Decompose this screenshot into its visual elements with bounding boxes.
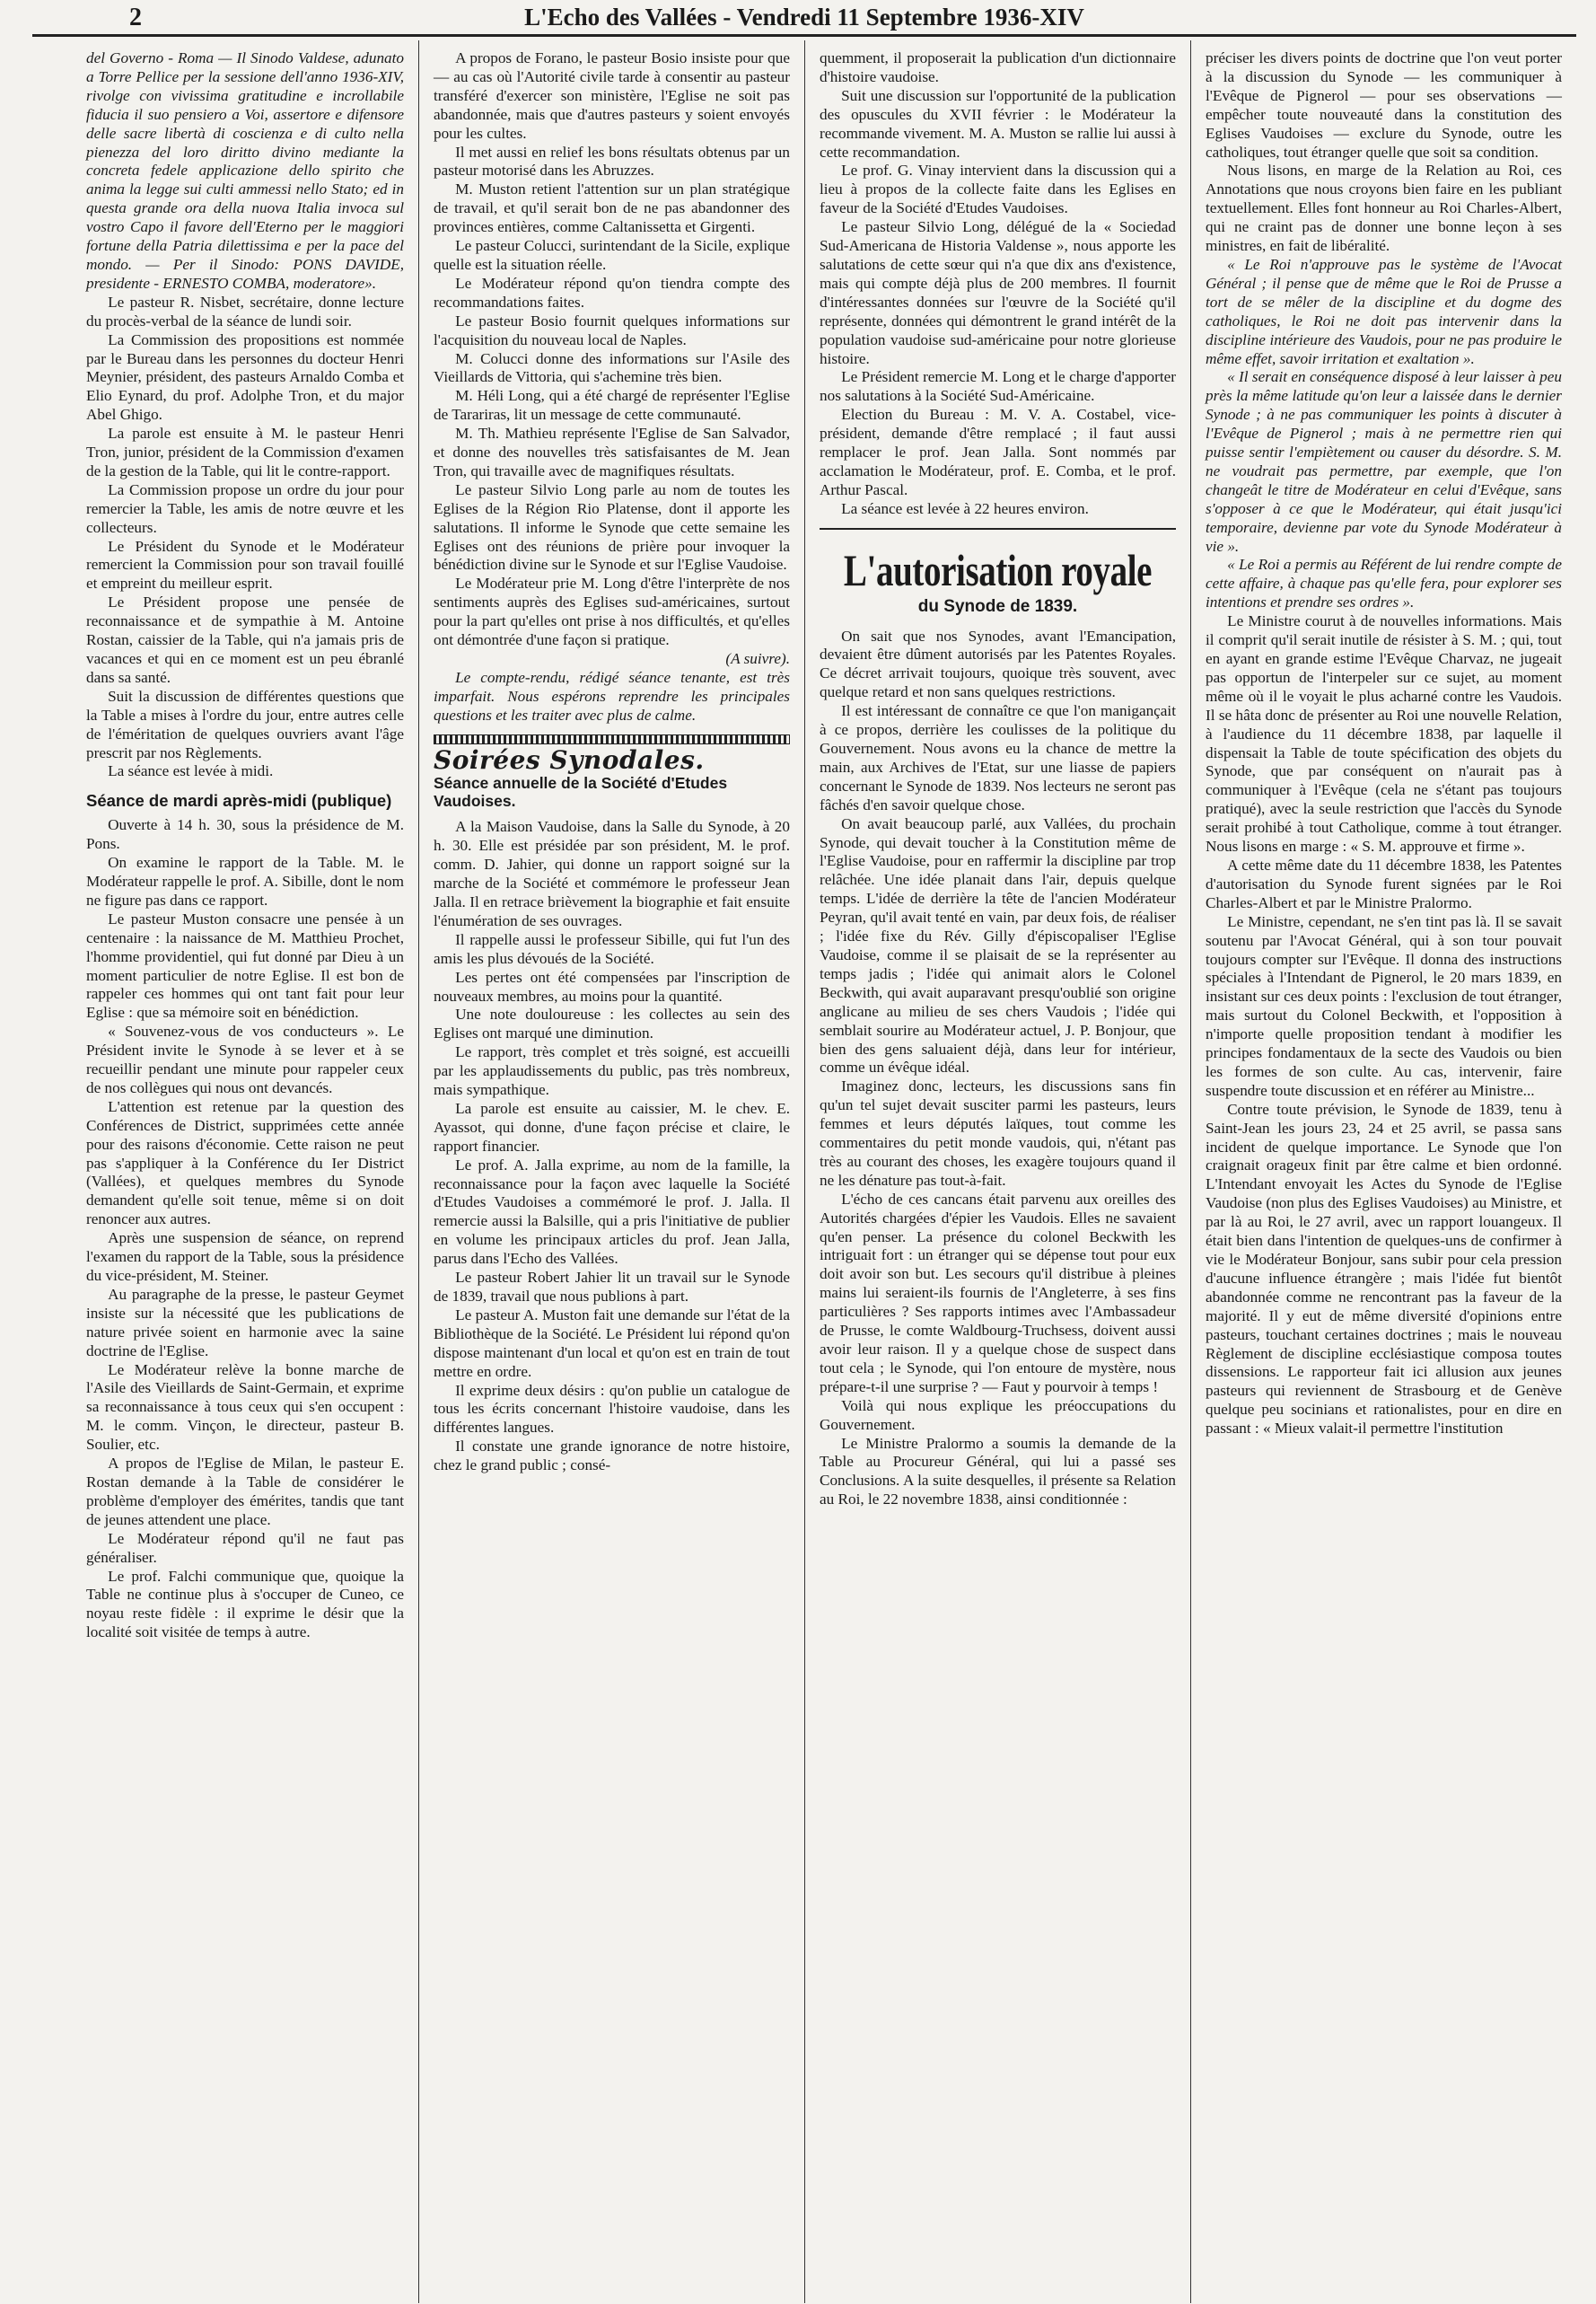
paragraph: préciser les divers points de doctrine que l'on veut porter à la discussion du Synode — les communiquer à l'Evêque de Pignerol — pour ses observations — empêcher toute nouveauté dans la constitution des Eglises Vaudoises — exclure du Synode, outre les catholiques, tout étranger quelle que soit sa condition.: [1206, 49, 1562, 161]
paragraph: Il met aussi en relief les bons résultats obtenus par un pasteur motorisé dans les Abruzzes.: [434, 143, 790, 180]
paragraph: Le rapport, très complet et très soigné, est accueilli par les applaudissements du public, pas très nombreux, mais sympathique.: [434, 1043, 790, 1099]
paragraph: Le Ministre Pralormo a soumis la demande de la Table au Procureur Général, qui lui a passé ses Conclusions. A la suite desquelles, il présente sa Relation au Roi, le 22 novembre 1838, ainsi conditionnée :: [820, 1434, 1176, 1508]
paragraph: Suit une discussion sur l'opportunité de la publication des opuscules du XVII février : le Modérateur la recommande vivement. M. A. Muston se rallie lui aussi à cette recommandation.: [820, 86, 1176, 161]
paragraph: On sait que nos Synodes, avant l'Emancipation, devaient être dûment autorisés par les Patentes Royales. Ce décret arrivait toujours, quoique très souvent, avec quelque retard et non sans quelques restrictions.: [820, 627, 1176, 701]
paragraph: M. Héli Long, qui a été chargé de représenter l'Eglise de Tarariras, lit un message de cette communauté.: [434, 387, 790, 424]
quotation: « Il serait en conséquence disposé à leur laisser à peu près la même latitude qu'on leur a laissée dans le dernier Synode ; à ne pas communiquer les points à discuter à l'Evêque de Pignerol ; mais à ne permettre rien qui puisse sentir l'empiètement ou causer du désordre. S. M. ne voudrait pas permettre, par exemple, que l'on changeât le titre de Modérateur en celui d'Evêque, sans s'opposer à ce que le Modérateur, qui était jusqu'ici temporaire, devienne par vote du Synode Modérateur à vie ».: [1206, 368, 1562, 555]
paragraph: Election du Bureau : M. V. A. Costabel, vice-président, demande d'être remplacé ; il faut aussi remplacer le prof. Jean Jalla. Sont nommés par acclamation le Modérateur, prof. E. Comba, et le prof. Arthur Pascal.: [820, 406, 1176, 498]
article-title: L'autorisation royale: [843, 544, 1153, 595]
section-subtitle: Séance annuelle de la Société d'Etudes Vaudoises.: [434, 773, 728, 811]
paragraph: Nous lisons, en marge de la Relation au Roi, ces Annotations que nous croyons bien faire en les publiant textuellement. Elles font honneur au Roi Charles-Albert, qui ne craint pas de donner une bonne leçon à ses ministres, en fait de libéralité.: [1206, 162, 1562, 255]
paragraph: Après une suspension de séance, on reprend l'examen du rapport de la Table, sous la présidence du vice-président, M. Steiner.: [86, 1229, 404, 1284]
column-2: [418, 40, 804, 2303]
paragraph: Le Président remercie M. Long et le charge d'apporter nos salutations à la Société Sud-Américaine.: [820, 368, 1176, 405]
page-number: 2: [129, 4, 142, 31]
paragraph: La Commission propose un ordre du jour pour remercier la Table, les amis de notre œuvre et les collecteurs.: [86, 480, 404, 536]
paragraph: Le pasteur Colucci, surintendant de la Sicile, explique quelle est la situation réelle.: [434, 237, 790, 273]
paragraph: Le Président propose une pensée de reconnaissance et de sympathie à M. Antoine Rostan, caissier de la Table, qui n'a jamais pris de vacances et qui en ce moment est un peu ébranlé dans sa santé.: [86, 594, 404, 686]
paragraph: quemment, il proposerait la publication d'un dictionnaire d'histoire vaudoise.: [820, 49, 1176, 85]
paragraph: La Commission des propositions est nommée par le Bureau dans les personnes du docteur Henri Meynier, président, des pasteurs Arnaldo Comba et Elio Eynard, du prof. Adolphe Tron, et du major Abel Ghigo.: [86, 330, 404, 424]
paragraph: Il est intéressant de connaître ce que l'on manigançait à ce propos, derrière les coulisses de la politique du Gouvernement. Nous avons eu la chance de mettre la main, aux Archives de l'Etat, sur une liasse de papiers concernant le Synode de 1839. Nos lecteurs ne seront pas fâchés d'en savoir quelque chose.: [820, 702, 1176, 813]
paragraph: Le pasteur R. Nisbet, secrétaire, donne lecture du procès-verbal de la séance de lundi soir.: [86, 293, 404, 330]
paragraph: On examine le rapport de la Table. M. le Modérateur rappelle le prof. A. Sibille, dont le nom ne figure pas dans ce rapport.: [86, 854, 404, 909]
paragraph: Le Président du Synode et le Modérateur remercient la Commission pour son travail fouillé et empreint du meilleur esprit.: [86, 537, 404, 593]
article-columns: [32, 40, 1576, 2303]
paragraph: On avait beaucoup parlé, aux Vallées, du prochain Synode, qui devait toucher à la Constitution même de l'Eglise Vaudoise, pour en raffermir la discipline par trop relâchée. Une idée planait dans l'air, depuis quelque temps. L'idée de derrière la tête de l'ancien Modérateur Peyran, qu'il avait tenté en vain, par deux fois, de réaliser ; l'idée fixe du Rév. Gilly d'épiscopaliser l'Eglise Vaudoise, comme il se plaisait de se la représenter au temps jadis ; l'idée qui animait alors le Colonel Beckwith, qui avait auparavant presqu'oublié son origine anglicane au milieu de ses chers Vaudois ; l'idée qui semblait sourire au Modérateur actuel, J. P. Bonjour, que bien des gens saluaient déjà, dans leur for intérieur, comme un évêque idéal.: [820, 814, 1176, 1077]
paragraph: Le Ministre courut à de nouvelles informations. Mais il comprit qu'il serait inutile de résister à S. M. ; qui, tout en ayant en grande estime l'Evêque Charvaz, ne jugeait pas opportun de l'interpeler sur ce sujet, au moment même où il le voyait le plus acharné contre les Vaudois. Il se hâta donc de présenter au Roi une nouvelle Relation, à l'audience du 11 décembre 1838, par laquelle il dispensait la Table de toute spécification des objets du Synode, que par conséquent on n'aurait pas à communiquer à l'Evêque (cela ne s'étant pas toujours pratiqué), avec la seule restriction que l'accès du Synode serait prohibé à tout Catholique, comme à tout étranger. Nous lisons en marge : « S. M. approuve et firme ».: [1206, 612, 1562, 856]
paragraph: Le pasteur Bosio fournit quelques informations sur l'acquisition du nouveau local de Naples.: [434, 312, 790, 348]
section-title: Soirées Synodales.: [434, 744, 705, 775]
quotation: « Le Roi a permis au Référent de lui rendre compte de cette affaire, à chaque pas qu'elle fera, pour explorer ses intentions et prendre ses ordres ».: [1206, 556, 1562, 611]
paragraph: Le pasteur Silvio Long, délégué de la « Sociedad Sud-Americana de Historia Valdense », nous apporte les salutations de cette sœur qui n'a que dix ans d'existence, mais qui compte déjà plus de 200 membres. Il fournit d'intéressantes données sur l'œuvre de la Société qu'il représente, données qui démontrent le grand intérêt de la population vaudoise sud-américaine pour notre glorieuse histoire.: [820, 218, 1176, 367]
paragraph: Voilà qui nous explique les préoccupations du Gouvernement.: [820, 1396, 1176, 1433]
paragraph: Le Modérateur répond qu'on tiendra compte des recommandations faites.: [434, 274, 790, 311]
decorative-rule: [434, 734, 790, 744]
article-subtitle: du Synode de 1839.: [917, 596, 1078, 616]
paragraph: « Souvenez-vous de vos conducteurs ». Le Président invite le Synode à se lever et à se recueillir pendant une minute pour rappeler ceux de nos collègues qui nous ont devancés.: [86, 1023, 404, 1096]
paragraph: L'attention est retenue par la question des Conférences de District, supprimées cette année pour des raisons d'économie. Cette raison ne peut pas s'appliquer à la Conférence du Ier District (Vallées), et quelques membres du Synode demandent qu'elle soit tenue, même si on doit renoncer aux autres.: [86, 1097, 404, 1228]
paragraph: Il constate une grande ignorance de notre histoire, chez le grand public ; consé-: [434, 1438, 790, 1474]
paragraph: L'écho de ces cancans était parvenu aux oreilles des Autorités chargées d'épier les Vaudois. Elles ne savaient qu'en penser. La présence du colonel Beckwith les intriguait fort : un étranger qui se dépense tout pour eux doit avoir son but. Les secours qu'il distribue à pleines mains lui seraient-ils fournis de l'Angleterre, à ses fins particulières ? Ses rapports intimes avec l'Ambassadeur de Prusse, le comte Waldbourg-Truchsess, doivent aussi avoir leur raison. Il y a quelque chose de suspect dans tout cela ; le Synode, qui l'on entoure de mystère, nous prépare-t-il une surprise ? — Faut y pourvoir à temps !: [820, 1190, 1176, 1395]
paragraph: Les pertes ont été compensées par l'inscription de nouveaux membres, au moins pour la quantité.: [434, 968, 790, 1005]
paragraph: Le Modérateur prie M. Long d'être l'interprète de nos sentiments auprès des Eglises sud-américaines, surtout pour la part qu'elles ont prise à nos difficultés, et qu'elles ont démontrée d'une façon si pratique.: [434, 575, 790, 649]
paragraph: Le Modérateur répond qu'il ne faut pas généraliser.: [86, 1529, 404, 1566]
paragraph: Le pasteur Muston consacre une pensée à un centenaire : la naissance de M. Matthieu Prochet, l'homme providentiel, qui fut donné par Dieu à un moment particulier de notre Eglise. Il est bon de rappeler ces hommes qui ont tant fait pour leur Eglise : que sa mémoire soit en bénédiction.: [86, 910, 404, 1022]
paragraph: M. Muston retient l'attention sur un plan stratégique de travail, et qu'il serait bon de ne pas abandonner des provinces entières, comme Caltanissetta et Girgenti.: [434, 180, 790, 236]
paragraph: A propos de Forano, le pasteur Bosio insiste pour que — au cas où l'Autorité civile tarde à consentir au pasteur transféré d'exercer son ministère, l'Eglise ne soit pas abandonnée, mais que d'autres pasteurs y soient envoyés pour les cultes.: [434, 49, 790, 142]
paragraph: Il rappelle aussi le professeur Sibille, qui fut l'un des amis les plus dévoués de la Société.: [434, 930, 790, 967]
paragraph: Imaginez donc, lecteurs, les discussions sans fin qu'un tel sujet devait susciter parmi les pasteurs, leurs femmes et leurs députés laïques, tout comme les commentaires du petit monde vaudois, qui, n'étant pas très au courant des choses, les exagère toujours quand il ne les dénature pas tout-à-fait.: [820, 1077, 1176, 1189]
page-header: [32, 0, 1576, 37]
paragraph: Le pasteur A. Muston fait une demande sur l'état de la Bibliothèque de la Société. Le Président lui répond qu'on dispose maintenant d'un local et qu'on est en train de tout mettre en ordre.: [434, 1306, 790, 1380]
column-3: [804, 40, 1190, 2303]
paragraph: Le prof. G. Vinay intervient dans la discussion qui a lieu à propos de la collecte faite dans les Eglises en faveur de la Société d'Etudes Vaudoises.: [820, 162, 1176, 217]
paragraph: Ouverte à 14 h. 30, sous la présidence de M. Pons.: [86, 816, 404, 853]
paragraph: A la Maison Vaudoise, dans la Salle du Synode, à 20 h. 30. Elle est présidée par son président, M. le prof. comm. D. Jahier, qui donne un rapport soigné sur la marche de la Société et commémore le professeur Jean Jalla. Il en retrace brièvement la biographie et fait ensuite l'énumération de ses ouvrages.: [434, 818, 790, 929]
section-divider: [820, 528, 1176, 530]
paragraph: M. Colucci donne des informations sur l'Asile des Vieillards de Vittoria, qui s'achemine très bien.: [434, 349, 790, 386]
editorial-note: Le compte-rendu, rédigé séance tenante, est très imparfait. Nous espérons reprendre les principales questions et les traiter avec plus de calme.: [434, 668, 790, 724]
paragraph: Le prof. A. Jalla exprime, au nom de la famille, la reconnaissance pour la façon avec laquelle la Société d'Etudes Vaudoises a commémoré le prof. J. Jalla. Il remercie aussi la Balsille, qui a pris l'initiative de publier en volume les principaux articles du prof. Jean Jalla, parus dans l'Echo des Vallées.: [434, 1156, 790, 1268]
newspaper-title: L'Echo des Vallées - Vendredi 11 Septembre 1936-XIV: [524, 3, 1084, 31]
paragraph: Au paragraphe de la presse, le pasteur Geymet insiste sur la nécessité que les publications de nature privée soient en harmonie avec la saine doctrine de l'Eglise.: [86, 1285, 404, 1359]
paragraph: Le prof. Falchi communique que, quoique la Table ne continue plus à s'occuper de Cuneo, ce noyau reste fidèle : il exprime le désir que la localité soit visitée de temps à autre.: [86, 1567, 404, 1641]
paragraph: Le pasteur Robert Jahier lit un travail sur le Synode de 1839, travail que nous publions à part.: [434, 1269, 790, 1305]
paragraph: La séance est levée à midi.: [108, 762, 274, 780]
paragraph: La parole est ensuite au caissier, M. le chev. E. Ayassot, qui donne, d'une façon précise et claire, le rapport financier.: [434, 1099, 790, 1155]
paragraph: La séance est levée à 22 heures environ.: [841, 499, 1089, 517]
paragraph: M. Th. Mathieu représente l'Eglise de San Salvador, et donne des nouvelles très satisfaisantes de M. Jean Tron, qui travaille avec de magnifiques résultats.: [434, 425, 790, 479]
paragraph: Il exprime deux désirs : qu'on publie un catalogue de tous les écrits concernant l'histoire vaudoise, dans les différentes langues.: [434, 1381, 790, 1437]
paragraph: Contre toute prévision, le Synode de 1839, tenu à Saint-Jean les jours 23, 24 et 25 avril, se passa sans incident de quelque importance. Le Synode que l'on craignait orageux finit par être calme et bien ordonné. L'Intendant envoyait les Actes du Synode de l'Eglise Vaudoise (non plus des Eglises Vaudoises) au Ministre, et par là au Roi, le 27 avril, avec un rapport louangeux. Il était bien dans l'intention de quelques-uns de confirmer à vie le Modérateur Bonjour, sans subir pour cela pression d'aucune influence étrangère ; mais l'idée fut bientôt abandonnée comme ne rencontrant pas la faveur de la majorité. Il y eut de même diversité d'opinions entre pasteurs, touchant certaines doctrines ; mais le nouveau Règlement de discipline ecclésiastique composa toutes dissensions. Le rapporteur fait ici allusion aux jeunes pasteurs qui reviennent de Strasbourg et de Genève quelque peu socinians et rationalistes, pour en dire en passant : « Mieux valait-il permettre l'institution: [1206, 1100, 1562, 1438]
paragraph: Le Modérateur relève la bonne marche de l'Asile des Vieillards de Saint-Germain, et exprime sa reconnaissance à tous ceux qui s'en occupent : M. le comm. Vinçon, le directeur, pasteur B. Soulier, etc.: [86, 1360, 404, 1454]
column-4: [1190, 40, 1576, 2303]
quotation: « Le Roi n'approuve pas le système de l'Avocat Général ; il pense que de même que le Roi de Prusse a tort de se mêler de la discipline et du dogme des catholiques, le Roi ne doit pas intervenir dans la discipline intérieure des Vaudois, pour ne pas produire le même effet, savoir irritation et exaltation ».: [1206, 255, 1562, 367]
paragraph: A cette même date du 11 décembre 1838, les Patentes d'autorisation du Synode furent signées par le Roi Charles-Albert et par le Ministre Pralormo.: [1206, 856, 1562, 911]
column-1: [32, 40, 418, 2303]
section-heading: Séance de mardi après-midi (publique): [86, 791, 392, 811]
paragraph: A propos de l'Eglise de Milan, le pasteur E. Rostan demande à la Table de considérer le problème d'employer des émérites, tandis que tant de jeunes attendent une place.: [86, 1455, 404, 1528]
paragraph: del Governo - Roma — Il Sinodo Valdese, adunato a Torre Pellice per la sessione dell'anno 1936-XIV, rivolge con vivissima gratitudine e incrollabile fiducia il suo pensiero a Voi, assertore e difensore delle sacre libertà di coscienza e di culto nella pienezza del loro diritto divino mediante la concreta fedele applicazione dello spirito che anima la legge sui culti ammessi nello Stato; ed in questa grande ora della nuova Italia invoca sul vostro Capo il favore dell'Eterno per le maggiori fortune della Patria dilettissima e per la pace del mondo. — Per il Sinodo: PONS DAVIDE, presidente - ERNESTO COMBA, moderatore».: [86, 49, 404, 292]
paragraph: La parole est ensuite à M. le pasteur Henri Tron, junior, président de la Commission d'examen de la gestion de la Table, qui lit le contre-rapport.: [86, 425, 404, 479]
paragraph: Une note douloureuse : les collectes au sein des Eglises ont marqué une diminution.: [434, 1006, 790, 1042]
paragraph: Le Ministre, cependant, ne s'en tint pas là. Il se savait soutenu par l'Avocat Général, qui à son tour pouvait toujours compter sur l'Evêque. Il donna des instructions spéciales à l'Intendant de Pignerol, le 20 mars 1839, en insistant sur ces deux points : l'exclusion de tout étranger, mais surtout du Colonel Beckwith, et l'opposition à n'importe quelle proposition tendant à modifier les principes fondamentaux de la secte des Vaudois ou bien les formes de son culte. Au cas, intervenir, faire suspendre toute discussion et en référer au Ministre...: [1206, 912, 1562, 1099]
paragraph: Le pasteur Silvio Long parle au nom de toutes les Eglises de la Région Rio Platense, dont il apporte les salutations. Il informe le Synode que cette semaine les Eglises ont des réunions de prière pour invoquer la bénédiction divine sur le Synode et sur l'Eglise Vaudoise.: [434, 480, 790, 574]
to-be-continued: (A suivre).: [725, 650, 790, 667]
paragraph: Suit la discussion de différentes questions que la Table a mises à l'ordre du jour, entre autres celle de l'éméritation de quelques ouvriers avant l'âge prescrit par nos Règlements.: [86, 687, 404, 761]
